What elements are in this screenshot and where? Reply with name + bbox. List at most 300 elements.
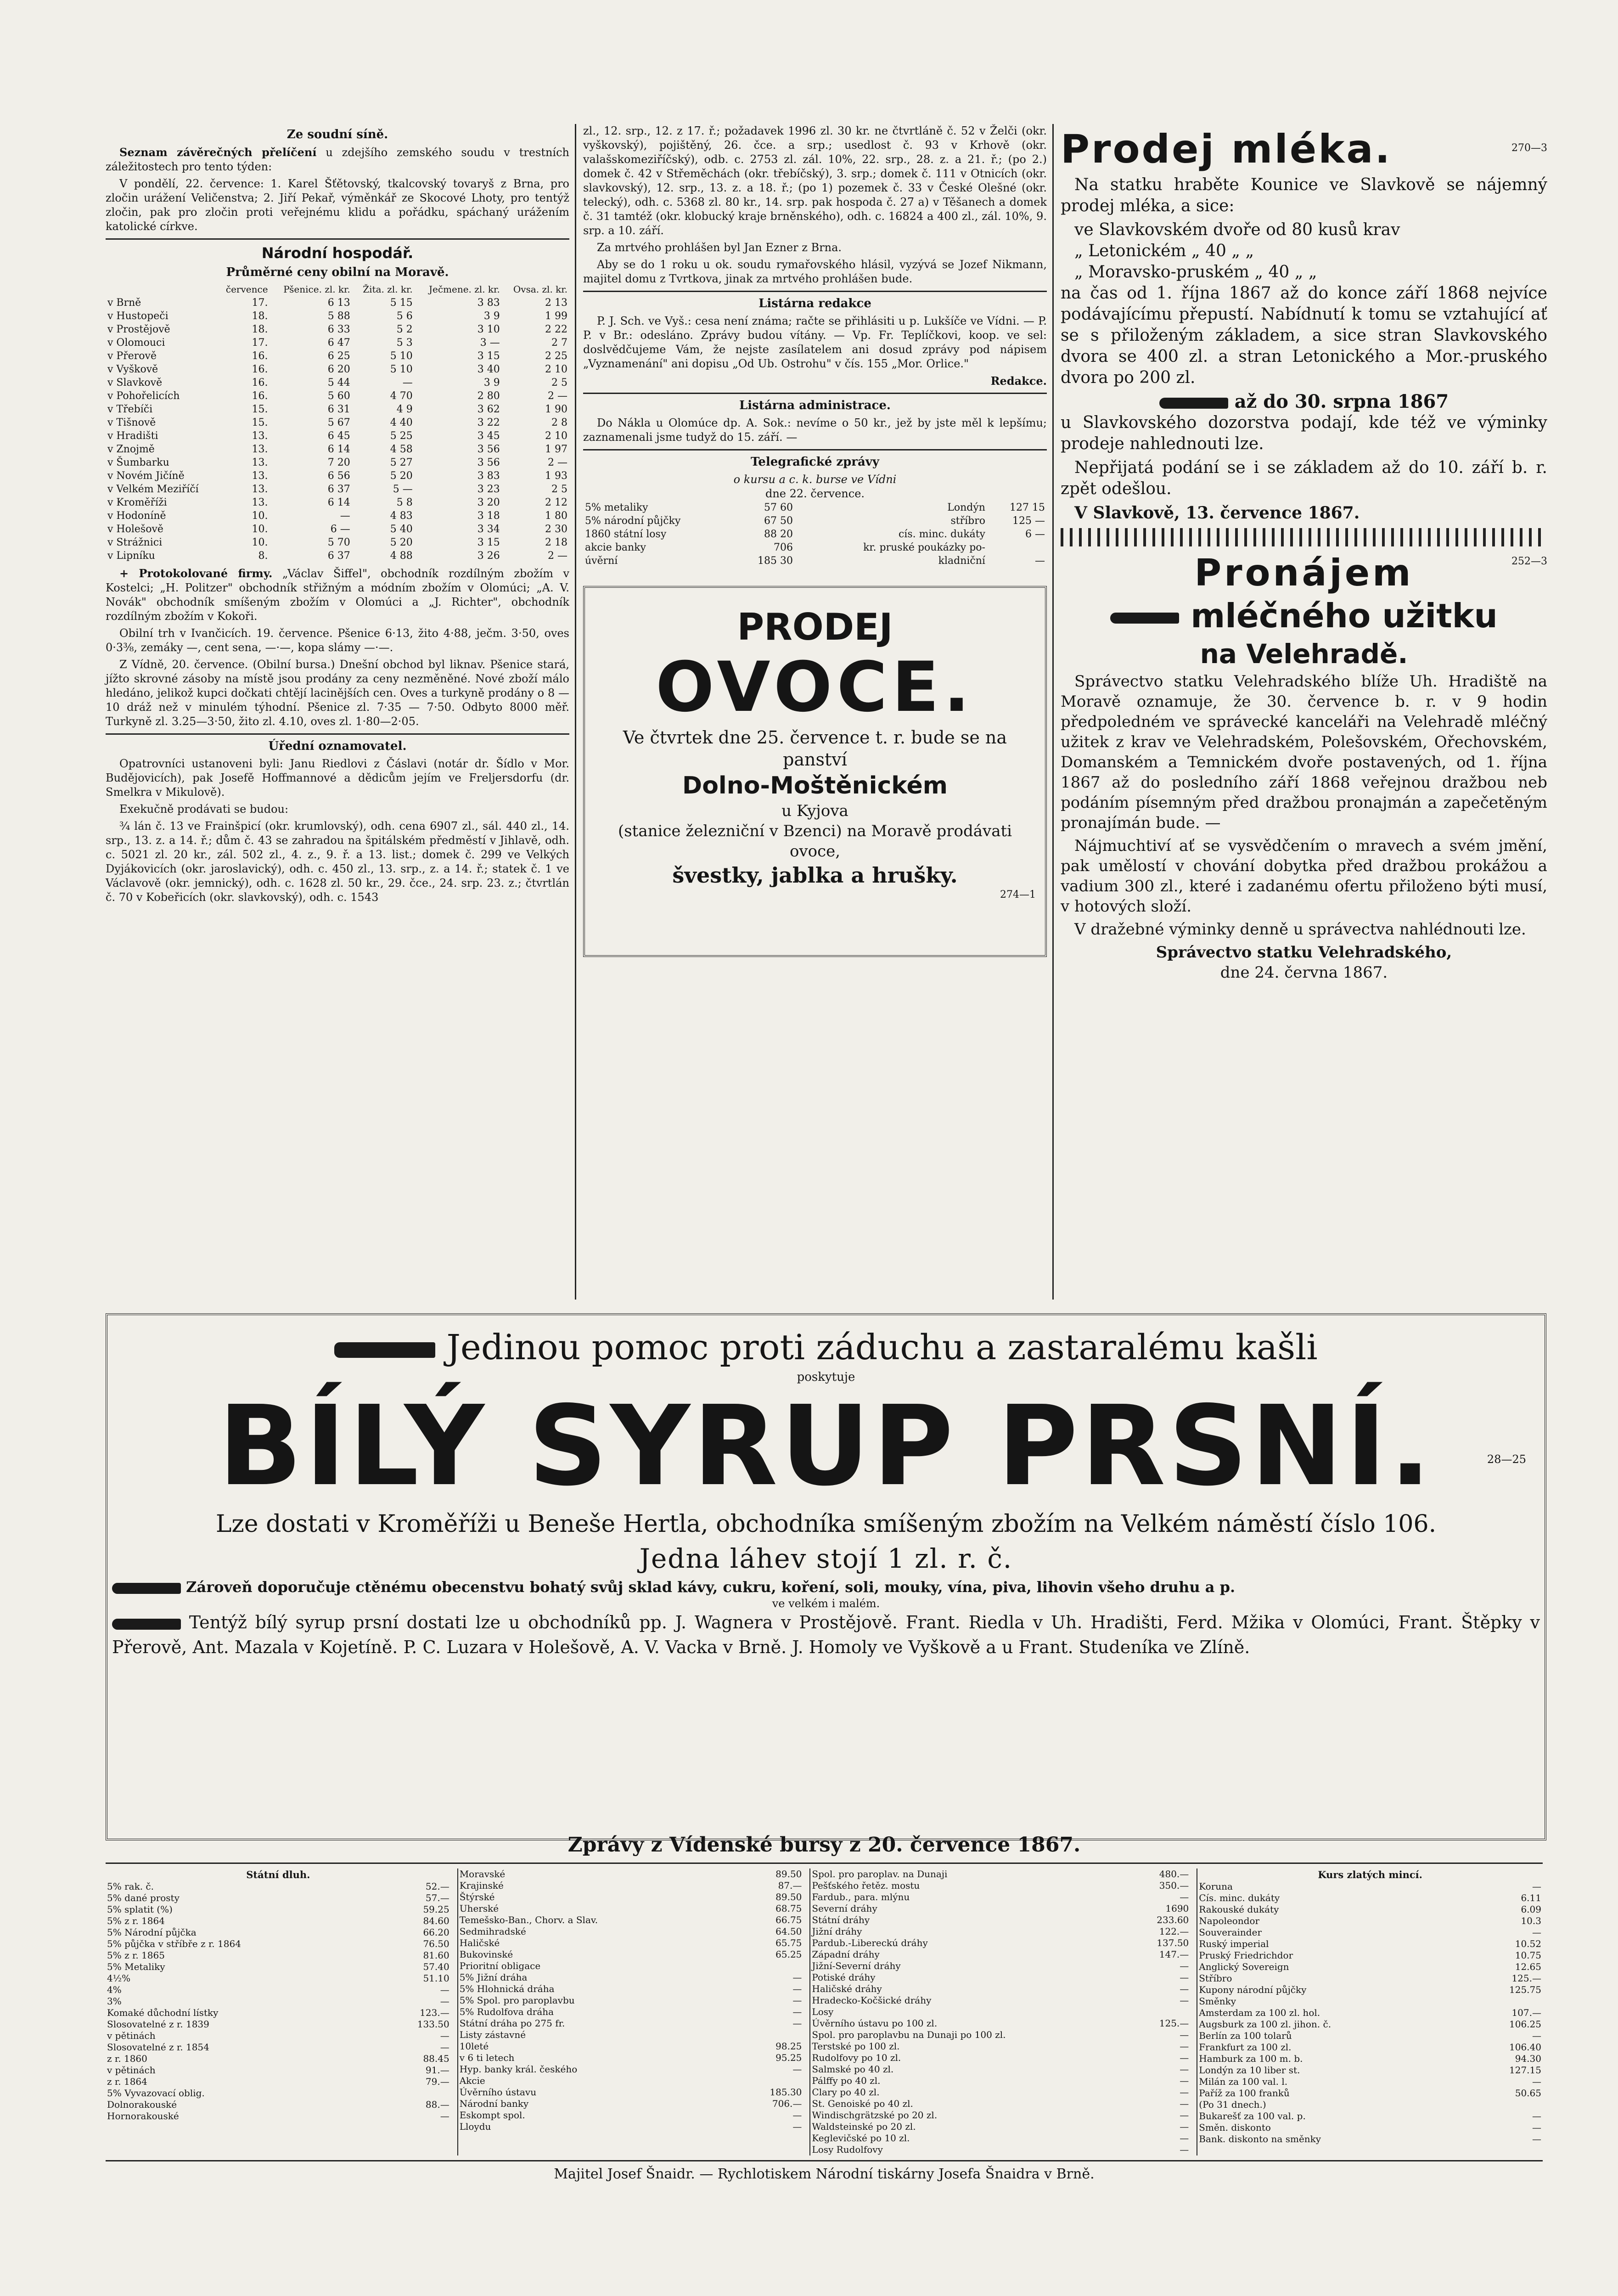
value-cell: — <box>792 2018 802 2029</box>
value-cell <box>1472 2099 1543 2110</box>
table-row <box>106 1984 451 1996</box>
table-row <box>1197 2065 1543 2076</box>
value-cell: 66.20 <box>423 1927 449 1938</box>
vienna-market-text: Z Vídně, 20. července. (Obilní bursa.) Dnešní obchod byl liknav. Pšenice stará, jížto skrovné zásoby na místě jsou prodány za ceny nezměněné. Nové zboží málo hledáno, jelikož kupci dočkati chtějí lacinějších cen. Oves a turkyně prodány o 8 — 10 dráž než v minulém týhodní. Pšenice zl. 7·35 — 7·50. Odbyto 8000 měř. Turkyně zl. 3.25—3·50, žito zl. 4.10, oves zl. 1·80—2·05. <box>106 658 569 728</box>
value-cell: 127 15 <box>1010 502 1045 513</box>
table-row <box>458 2006 803 2018</box>
value-cell: — <box>1180 2075 1189 2086</box>
table-row <box>106 1915 451 1927</box>
label-cell: Úvěrního ústavu po 100 zl. <box>812 2018 938 2029</box>
town-cell: v Novém Jičíně <box>107 470 185 482</box>
label-cell: Berlín za 100 tolarů <box>1199 2030 1292 2041</box>
syrup-also: Zároveň doporučuje ctěnému obecenstvu bohatý svůj sklad kávy, cukru, koření, soli, mouky, vína, piva, lihovin všeho druhu a p. <box>186 1578 1236 1596</box>
oats-cell: 1 93 <box>545 470 567 482</box>
town-cell: v Kroměříži <box>107 497 167 508</box>
table-row <box>106 549 569 563</box>
barley-cell: 3 15 <box>477 537 500 548</box>
rye-cell: 4 40 <box>390 417 413 428</box>
label-cell: Národní banky <box>459 2098 529 2109</box>
death-text: Za mrtvého prohlášen byl Jan Ezner z Brna. <box>597 241 842 254</box>
value-cell: — <box>1180 1983 1189 1994</box>
value-cell: 106.25 <box>1509 2019 1541 2030</box>
label-cell: Hornorakouské <box>107 2110 179 2122</box>
label-cell: Souverainder <box>1199 1927 1262 1938</box>
value-cell: — <box>1180 2110 1189 2121</box>
table-row <box>1197 1984 1543 1996</box>
table-row <box>106 2110 451 2122</box>
syrup-code: 28—25 <box>1487 1453 1526 1466</box>
oats-cell: 2 — <box>548 457 567 468</box>
syrup-ad <box>106 1313 1546 1840</box>
date-cell: 16. <box>252 390 268 402</box>
table-row <box>810 1949 1190 1960</box>
label-cell: Směnky <box>1199 1996 1236 2007</box>
date-cell: 8. <box>258 550 268 562</box>
oats-cell: 2 5 <box>551 377 567 388</box>
label-cell: Haličské dráhy <box>812 1983 882 1994</box>
wheat-cell: 5 88 <box>327 310 350 322</box>
table-row <box>458 1903 803 1914</box>
value-cell: — <box>1532 2110 1541 2122</box>
bursa-col-a-title: Státní dluh. <box>246 1869 310 1880</box>
label-cell: Pálffy po 40 zl. <box>812 2075 881 2086</box>
value-cell: 6 — <box>1025 529 1045 540</box>
table-row <box>810 1960 1190 1972</box>
appear-text: Aby se do 1 roku u ok. soudu rymařovského hlásil, vyzývá se Jozef Nikmann, majitel domu z Tvrtkova, jinak za mrtvého prohlášen bude. <box>583 258 1047 285</box>
table-row <box>810 2144 1190 2155</box>
lease-code: 252—3 <box>1511 556 1547 567</box>
label-cell: Severní dráhy <box>812 1903 877 1914</box>
wheat-cell: 6 47 <box>327 337 350 349</box>
town-cell: v Třebíči <box>107 404 153 415</box>
table-row <box>458 2018 803 2029</box>
town-cell: v Brně <box>107 297 141 309</box>
label-cell: Anglický Sovereign <box>1199 1961 1289 1972</box>
wheat-cell: — <box>340 510 350 522</box>
table-row <box>1197 2042 1543 2053</box>
table-row <box>106 523 569 536</box>
value-cell: 706 <box>774 542 793 553</box>
table-row <box>106 496 569 509</box>
table-row <box>106 2053 451 2065</box>
value-cell: — <box>440 1996 449 2007</box>
table-row <box>106 1950 451 1961</box>
table-row <box>458 2121 803 2133</box>
town-cell: v Prostějově <box>107 324 170 335</box>
column-3 <box>1061 124 1547 983</box>
label-cell: v pětinách <box>107 2030 156 2041</box>
label-cell: Hradecko-Kočšické dráhy <box>812 1995 932 2006</box>
label-cell: Pešťského řetěz. mostu <box>812 1880 920 1891</box>
table-row <box>458 2098 803 2110</box>
table-row <box>810 1868 1190 1880</box>
date-cell: 13. <box>252 430 268 442</box>
table-row <box>106 469 569 483</box>
table-row <box>1197 1961 1543 1973</box>
value-cell: 50.65 <box>1515 2088 1541 2099</box>
table-row <box>1197 2133 1543 2145</box>
value-cell: 57.— <box>425 1892 449 1903</box>
syrup-also2: ve velkém i malém. <box>772 1597 880 1610</box>
lease-place: na Velehradě. <box>1200 638 1408 670</box>
wheat-cell: 6 56 <box>327 470 350 482</box>
milk-sign: V Slavkově, 13. července 1867. <box>1074 503 1360 523</box>
rye-cell: 4 83 <box>390 510 413 522</box>
value-cell: — <box>1532 2076 1541 2087</box>
label-cell: Rakouské dukáty <box>1199 1904 1279 1915</box>
label-cell: Prioritní obligace <box>459 1960 541 1971</box>
label-cell: Terstské po 100 zl. <box>812 2041 900 2052</box>
barley-cell: 3 10 <box>477 324 500 335</box>
rye-cell: 4 9 <box>396 404 413 415</box>
value-cell <box>1472 1996 1543 2007</box>
barley-cell: 3 56 <box>477 444 500 455</box>
value-cell: — <box>1180 1960 1189 1971</box>
oats-cell: 2 10 <box>545 364 567 375</box>
date-cell: 16. <box>252 377 268 388</box>
bursa-col-d-title: Kurs zlatých mincí. <box>1318 1869 1422 1880</box>
label-cell: Akcie <box>459 2075 485 2086</box>
value-cell: 81.60 <box>423 1950 449 1961</box>
wheat-cell: 5 44 <box>327 377 350 388</box>
value-cell: — <box>1180 2041 1189 2052</box>
barley-cell: 3 18 <box>477 510 500 522</box>
date-cell: 17. <box>252 337 268 349</box>
value-cell: — <box>792 1995 802 2006</box>
official-p1: Opatrovníci ustanoveni byli: Janu Riedlovi z Čáslavi (notár dr. Šídlo v Mor. Budějovicích), pak Josefě Hoffmannové a dědicům jejím ve Freljersdorfu (dr. Smelkra v Mikulově). <box>106 757 569 799</box>
date-cell: 15. <box>252 404 268 415</box>
table-row <box>106 376 569 389</box>
value-cell: 89.50 <box>775 1868 802 1880</box>
value-cell: — <box>1532 1881 1541 1892</box>
admin-text: Do Nákla u Olomúce dp. A. Sok.: nevíme o 50 kr., jež by jste měl k lepšímu; zaznamenali jsme tudyž do 15. září. — <box>583 416 1047 444</box>
value-cell: 480.— <box>1159 1868 1189 1880</box>
label-cell: Spol. pro paroplavbu na Dunaji po 100 zl. <box>812 2029 1006 2040</box>
value-cell <box>381 2088 451 2099</box>
table-row <box>1197 2099 1543 2110</box>
wheat-cell: 7 20 <box>327 457 350 468</box>
rye-cell: 4 58 <box>390 444 413 455</box>
table-row <box>106 323 569 336</box>
lease-text3: V dražebné výminky denně u správectva nahlédnouti lze. <box>1074 920 1526 939</box>
value-cell: — <box>1532 2122 1541 2133</box>
barley-cell: 3 — <box>480 337 500 349</box>
label-cell: Hyp. banky král. českého <box>459 2064 578 2075</box>
label-cell: 5% rak. č. <box>107 1881 154 1892</box>
table-row <box>810 1937 1190 1949</box>
barley-cell: 3 26 <box>477 550 500 562</box>
bursa-table-a <box>106 1881 451 2122</box>
lease-sign1: Správectvo statku Velehradského, <box>1156 943 1452 962</box>
value-cell <box>735 1960 803 1972</box>
label-cell: Waldsteinské po 20 zl. <box>812 2121 916 2132</box>
official-p2: Exekučně prodávati se budou: <box>119 803 289 816</box>
label-cell: Pardub.-Libereckú dráhy <box>812 1937 928 1948</box>
value-cell: — <box>440 2110 449 2122</box>
table-row <box>458 1995 803 2006</box>
security-cell: stříbro <box>950 515 985 527</box>
label-cell: z r. 1864 <box>107 2076 147 2087</box>
label-cell: Milán za 100 val. l. <box>1199 2076 1288 2087</box>
table-row <box>458 1949 803 1960</box>
town-cell: v Tišnově <box>107 417 156 428</box>
value-cell: — <box>792 1983 802 1994</box>
table-row <box>458 2029 803 2041</box>
value-cell: — <box>1532 2030 1541 2041</box>
label-cell: Cís. minc. dukáty <box>1199 1892 1280 1903</box>
label-cell: 10leté <box>459 2041 489 2052</box>
label-cell: Bukovinské <box>459 1949 513 1960</box>
town-cell: v Přerově <box>107 350 157 362</box>
table-row <box>458 2064 803 2075</box>
label-cell: 5% Spol. pro paroplavbu <box>459 1995 575 2006</box>
rye-cell: 5 15 <box>390 297 413 309</box>
label-cell: Směn. diskonto <box>1199 2122 1271 2133</box>
value-cell: 1690 <box>1165 1903 1189 1914</box>
oats-cell: 2 22 <box>545 324 567 335</box>
table-row <box>1197 1915 1543 1927</box>
table-row <box>810 2110 1190 2121</box>
fruit-sale-ad <box>583 586 1047 957</box>
label-cell: Clary po 40 zl. <box>812 2087 880 2098</box>
editorial-title: Listárna redakce <box>758 297 871 310</box>
table-row <box>106 1996 451 2007</box>
label-cell: Kupony národní půjčky <box>1199 1984 1307 1995</box>
barley-cell: 3 34 <box>477 523 500 535</box>
town-cell: v Znojmě <box>107 444 155 455</box>
table-row <box>458 1960 803 1972</box>
oats-cell: 1 97 <box>545 444 567 455</box>
security-cell: 1860 státní losy <box>585 529 667 540</box>
label-cell: Uherské <box>459 1903 499 1914</box>
official-title: Úřední oznamovatel. <box>268 739 407 753</box>
value-cell: 133.50 <box>417 2019 449 2030</box>
value-cell: 87.— <box>778 1880 802 1891</box>
value-cell: 79.— <box>425 2076 449 2087</box>
table-row <box>106 310 569 323</box>
value-cell: 65.25 <box>775 1949 802 1960</box>
milk-text: Na statku hraběte Kounice ve Slavkově se nájemný prodej mléka, a sice: <box>1061 175 1547 215</box>
value-cell: — <box>1180 2064 1189 2075</box>
rye-cell: 5 40 <box>390 523 413 535</box>
wheat-cell: 6 20 <box>327 364 350 375</box>
rye-cell: 5 3 <box>396 337 413 349</box>
table-row <box>106 1904 451 1915</box>
value-cell: 350.— <box>1159 1880 1189 1891</box>
town-cell: v Hustopeči <box>107 310 169 322</box>
security-cell: cís. minc. dukáty <box>898 529 985 540</box>
milk-title: Prodej mléka. <box>1061 126 1392 172</box>
label-cell: 5% Hlohnická dráha <box>459 1983 555 1994</box>
label-cell: Frankfurt za 100 zl. <box>1199 2042 1292 2053</box>
value-cell: — <box>792 2006 802 2017</box>
table-row <box>1197 1938 1543 1950</box>
barley-cell: 3 15 <box>477 350 500 362</box>
table-row <box>583 554 1047 568</box>
table-row <box>1197 2007 1543 2019</box>
date-cell: 18. <box>252 310 268 322</box>
date-cell: 18. <box>252 324 268 335</box>
town-cell: v Hradišti <box>107 430 158 442</box>
barley-cell: 3 40 <box>477 364 500 375</box>
label-cell: Moravské <box>459 1868 506 1880</box>
table-row <box>583 528 1047 541</box>
milk-code: 270—3 <box>1511 142 1547 154</box>
label-cell: Amsterdam za 100 zl. hol. <box>1199 2007 1320 2018</box>
grain-prices-table <box>106 283 569 563</box>
prices-title: Průměrné ceny obilní na Moravě. <box>226 265 449 279</box>
value-cell: — <box>792 2121 802 2132</box>
table-row <box>1197 1950 1543 1961</box>
syrup-title: BÍLÝ SYRUP PRSNÍ. <box>218 1382 1434 1510</box>
rye-cell: 5 6 <box>396 310 413 322</box>
value-cell: 91.— <box>425 2065 449 2076</box>
barley-cell: 3 22 <box>477 417 500 428</box>
value-cell: 185.30 <box>770 2087 802 2098</box>
table-row <box>458 1914 803 1926</box>
table-row <box>810 1903 1190 1914</box>
label-cell: 5% Vyvazovací oblig. <box>107 2088 205 2099</box>
fruit-items: švestky, jablka a hrušky. <box>672 863 958 888</box>
value-cell: 94.30 <box>1515 2053 1541 2064</box>
editorial-text: P. J. Sch. ve Vyš.: cesa není známa; račte se přihlásiti u p. Lukšíče ve Vídni. — P. P. v Br.: odesláno. Zprávy budou vítány. — Vp. Fr. Teplíčkovi, koop. ve sel: doslvědčujeme Vám, že nejste zasílatelem ani dosud zprávy pod nápisem „Vyznamenání" ani dopisu „Od Ub. Ostrohu" v čís. 155 „Mor. Orlice." <box>583 315 1047 370</box>
rye-cell: 5 2 <box>396 324 413 335</box>
value-cell: — <box>1180 2098 1189 2109</box>
table-row <box>106 509 569 523</box>
milk-row: ve Slavkovském dvoře od 80 kusů krav <box>1074 220 1400 239</box>
milk-deadline: až do 30. srpna 1867 <box>1234 391 1449 412</box>
barley-cell: 3 20 <box>477 497 500 508</box>
wheat-cell: 6 14 <box>327 444 350 455</box>
label-cell: z r. 1860 <box>107 2053 147 2064</box>
milk-row: „ Letonickém „ 40 „ „ <box>1074 242 1254 260</box>
table-row <box>458 1926 803 1937</box>
value-cell <box>735 2029 803 2041</box>
table-row <box>458 2041 803 2052</box>
label-cell: 3% <box>107 1996 122 2007</box>
table-row <box>810 2098 1190 2110</box>
table-row <box>106 2099 451 2110</box>
table-row <box>1197 1892 1543 1904</box>
table-row <box>458 1868 803 1880</box>
wheat-cell: 5 67 <box>327 417 350 428</box>
fruit-text1: Ve čtvrtek dne 25. července t. r. bude se na panství <box>623 727 1007 770</box>
table-row <box>106 1938 451 1950</box>
value-cell: 59.25 <box>423 1904 449 1915</box>
security-cell: akcie banky <box>585 542 646 553</box>
value-cell: 147.— <box>1159 1949 1189 1960</box>
label-cell: 5% dané prosty <box>107 1892 180 1903</box>
table-row <box>458 1880 803 1891</box>
date-cell: 13. <box>252 444 268 455</box>
security-cell: 5% národní půjčky <box>585 515 681 527</box>
value-cell: 106.40 <box>1509 2042 1541 2053</box>
wheat-cell: 6 33 <box>327 324 350 335</box>
rye-cell: 5 20 <box>390 470 413 482</box>
label-cell: 5% Metaliky <box>107 1961 165 1972</box>
date-cell: 15. <box>252 417 268 428</box>
label-cell: Státní dráha po 275 fr. <box>459 2018 565 2029</box>
value-cell: 706.— <box>772 2098 802 2109</box>
value-cell: — <box>792 1972 802 1983</box>
value-cell: — <box>1180 2029 1189 2040</box>
wheat-cell: 6 31 <box>327 404 350 415</box>
value-cell: 57.40 <box>423 1961 449 1972</box>
date-cell: 10. <box>252 523 268 535</box>
value-cell: — <box>440 2042 449 2053</box>
town-cell: v Slavkově <box>107 377 163 388</box>
barley-cell: 3 62 <box>477 404 500 415</box>
oats-cell: 2 30 <box>545 523 567 535</box>
town-cell: v Lipníku <box>107 550 155 562</box>
label-cell: Losy Rudolfovy <box>812 2144 883 2155</box>
syrup-line1: Jedinou pomoc proti záduchu a zastaralému kašli <box>446 1327 1318 1367</box>
label-cell: Sedmihradské <box>459 1926 526 1937</box>
value-cell: 107.— <box>1511 2007 1541 2018</box>
town-cell: v Šumbarku <box>107 457 169 468</box>
table-row <box>583 541 1047 554</box>
court-title: Ze soudní síně. <box>287 128 388 141</box>
value-cell: 185 30 <box>758 555 793 567</box>
table-row <box>106 429 569 443</box>
table-row <box>106 389 569 403</box>
value-cell: — <box>1532 2133 1541 2144</box>
value-cell: — <box>440 2030 449 2041</box>
table-row <box>810 2064 1190 2075</box>
value-cell: 10.52 <box>1515 1938 1541 1949</box>
table-row <box>458 2075 803 2087</box>
table-row <box>810 1926 1190 1937</box>
table-row <box>810 2006 1190 2018</box>
syrup-price: Jedna láhev stojí 1 zl. r. č. <box>639 1543 1013 1574</box>
table-row <box>810 2029 1190 2041</box>
editorial-sign: Redakce. <box>990 374 1047 388</box>
table-row <box>810 2052 1190 2064</box>
security-cell: 5% metaliky <box>585 502 648 513</box>
table-row <box>458 1972 803 1983</box>
table-row <box>810 2133 1190 2144</box>
table-row <box>106 1881 451 1892</box>
table-row <box>810 1983 1190 1995</box>
hand-pointer-icon <box>334 1342 435 1358</box>
auction-text: zl., 12. srp., 12. z 17. ř.; požadavek 1996 zl. 30 kr. ne čtvrtláně č. 52 v Želči (okr. vyškovský), pojištěný, 26. čce. a srp.; usedlost č. 93 v Krhově (okr. valašskomeziříčský), odb. c. 2753 zl. zál. 10%, 22. srp., 28. z. a 21. ř.; (po 2.) domek č. 42 v Střeměchách (okr. třebíčský), 3. srp.; domek č. 111 v Otnicích (okr. slavkovský), 12. srp., 13. z. a 18. ř.; (po 1) pozemek č. 33 v České Olešné (okr. telecký), odh. c. 5368 zl. 80 kr., 14. srp. pak hospoda č. 27 a) v Těšanech a domek č. 31 tamtéž (okr. klobucký kraje brněnského), odh. c. 16824 a 400 zl., zál. 10%, 9. srp. a 10. září. <box>583 124 1047 237</box>
table-row <box>106 1973 451 1984</box>
label-cell: Pruský Friedrichdor <box>1199 1950 1293 1961</box>
label-cell: Paříž za 100 franků <box>1199 2088 1290 2099</box>
table-row <box>1197 2122 1543 2133</box>
label-cell: Krajinské <box>459 1880 504 1891</box>
table-row <box>810 2041 1190 2052</box>
syrup-avail: Lze dostati v Kroměříži u Beneše Hertla, obchodníka smíšeným zbožím na Velkém náměstí číslo 106. <box>215 1510 1437 1538</box>
label-cell: Keglevičské po 10 zl. <box>812 2133 910 2144</box>
table-row <box>1197 1996 1543 2007</box>
label-cell: Londýn za 10 liber st. <box>1199 2065 1300 2076</box>
security-cell: kladniční <box>938 555 985 567</box>
table-row <box>810 2087 1190 2098</box>
table-row <box>1197 1927 1543 1938</box>
telegraph-title: Telegrafické zprávy <box>750 455 880 469</box>
table-row <box>583 514 1047 528</box>
label-cell: Windischgrätzské po 20 zl. <box>812 2110 938 2121</box>
value-cell: 88.— <box>425 2099 449 2110</box>
rye-cell: 5 10 <box>390 350 413 362</box>
value-cell: 6.09 <box>1521 1904 1541 1915</box>
hand-pointer-icon <box>112 1619 181 1630</box>
label-cell: 5% z r. 1865 <box>107 1950 165 1961</box>
bursa-table-d <box>1197 1881 1543 2145</box>
table-row <box>1197 2019 1543 2030</box>
fruit-sub: u Kyjova <box>781 802 848 820</box>
